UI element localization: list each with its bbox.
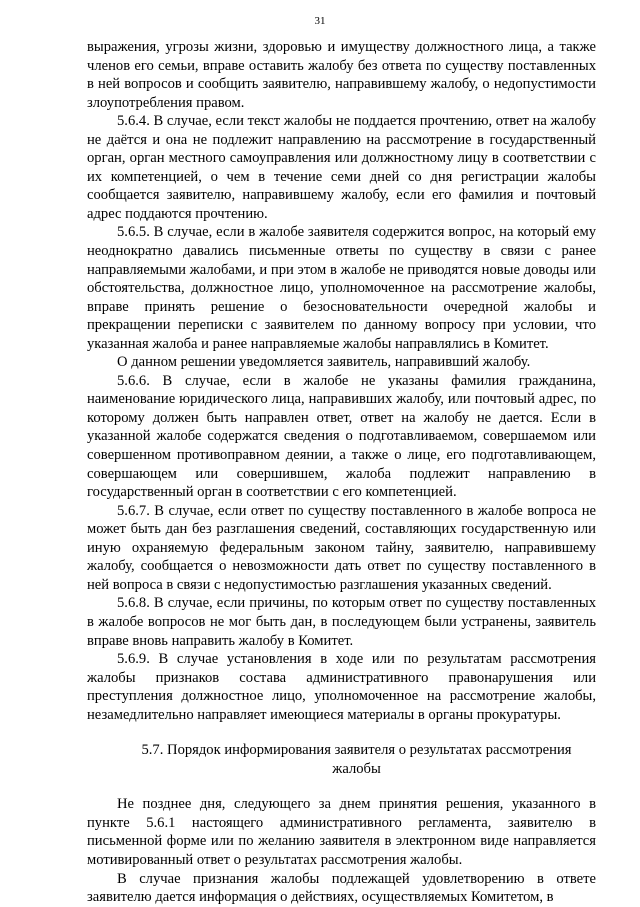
section-heading-5-7: 5.7. Порядок информирования заявителя о результатах рассмотрения жалобы [141, 742, 572, 777]
paragraph-decision-notice: О данном решении уведомляется заявитель, направивший жалобу. [117, 354, 531, 371]
paragraph-section-5-7-2: В случае признания жалобы подлежащей удовлетворению в ответе заявителю дается информация о действиях, осуществляемых Комитетом, в [87, 870, 596, 906]
paragraph-5-6-6: 5.6.6. В случае, если в жалобе не указаны фамилия гражданина, наименование юридического лица, направивших жалобу, или почтовый адрес, по которому должен быть направлен ответ, ответ на жалобу не дается. Если в указанной жалобе содержатся сведения о подготавливаемом, совершаемом или совершенном противоправном деянии, а также о лице, его подготавливающем, совершающем или совершившем, жалоба подлежит направлению в государственный орган в соответствии с его компетенцией. [87, 372, 596, 501]
paragraph-5-6-5: 5.6.5. В случае, если в жалобе заявителя содержится вопрос, на который ему неоднократно давались письменные ответы по существу в связи с ранее направляемыми жалобами, и при этом в жалобе не приводятся новые доводы или обстоятельства, должностное лицо, уполномоченное на рассмотрение жалобы, вправе принять решение о безосновательности очередной жалобы и прекращении переписки с заявителем по данному вопросу при условии, что указанная жалоба и ранее направляемые жалобы направлялись в Комитет. [87, 224, 596, 352]
paragraph-section-5-7-1: Не позднее дня, следующего за днем принятия решения, указанного в пункте 5.6.1 настоящего административного регламента, заявителю в письменной форме или по желанию заявителя в электронном виде направляется мотивированный ответ о результатах рассмотрения жалобы. [87, 796, 596, 868]
page-number: 31 [314, 15, 326, 27]
paragraph-5-6-9: 5.6.9. В случае установления в ходе или по результатам рассмотрения жалобы признаков состава административного правонарушения или преступления должностное лицо, уполномоченное на рассмотрение жалобы, незамедлительно направляет имеющиеся материалы в органы прокуратуры. [87, 651, 596, 723]
paragraph-5-6-4: 5.6.4. В случае, если текст жалобы не поддается прочтению, ответ на жалобу не даётся и она не подлежит направлению на рассмотрение в государственный орган, орган местного самоуправления или должностному лицу в соответствии с их компетенцией, о чем в течение семи дней со дня регистрации жалобы сообщается заявителю, направившему жалобу, если его фамилия и почтовый адрес поддаются прочтению. [87, 113, 596, 222]
paragraph-continuation: выражения, угрозы жизни, здоровью и имуществу должностного лица, а также членов его семьи, вправе оставить жалобу без ответа по существу поставленных в ней вопросов и сообщить заявителю, направившему жалобу, о недопустимости злоупотребления правом. [87, 39, 596, 111]
paragraph-5-6-7: 5.6.7. В случае, если ответ по существу поставленного в жалобе вопроса не может быть дан без разглашения сведений, составляющих государственную или иную охраняемую федеральным законом тайну, заявителю, направившему жалобу, сообщается о невозможности дать ответ по существу поставленного в ней вопроса в связи с недопустимостью разглашения указанных сведений. [87, 502, 596, 593]
page-body [87, 38, 596, 907]
paragraph-5-6-8: 5.6.8. В случае, если причины, по которым ответ по существу поставленных в жалобе вопросов не мог быть дан, в последующем были устранены, заявитель вправе вновь направить жалобу в Комитет. [87, 595, 596, 649]
